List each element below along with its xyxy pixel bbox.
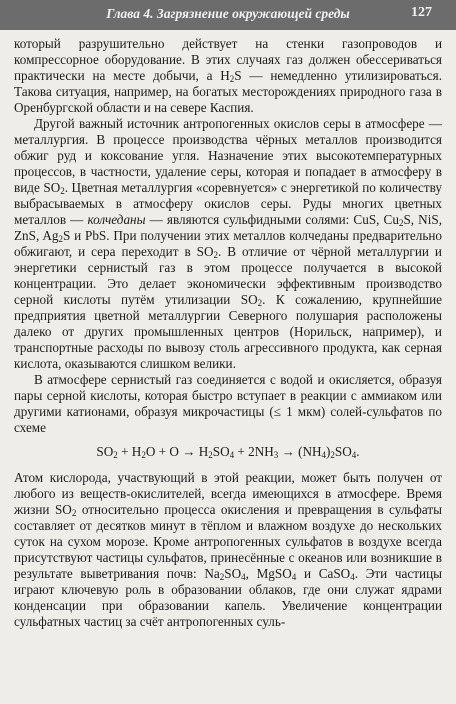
- page-body: [14, 36, 442, 630]
- paragraph-metallurgy: Другой важный источник антропогенных окислов серы в атмосфере — металлургия. В процессе производства чёрных металлов производится обжиг руд и коксование угля. Назначение этих высокотемпературных процессов, в частности, удаление серы, которая и попадает в атмосферу в виде $SO_2$. Цветная металлургия «соревнуется» с энергетикой по количеству выбрасываемых в атмосферу окислов серы. Руды многих цветных металлов — колчеданы — являются сульфидными солями: CuS, $Cu_2S$, NiS, ZnS, $Ag_2S$ и PbS. При получении этих металлов колчеданы предварительно обжигают, и сера переходит в $SO_2$. В отличие от чёрной металлургии и энергетики сернистый газ в этом процессе получается в высокой концентрации. Это делает экономически эффективным производство серной кислоты путём утилизации $SO_2$. К сожалению, крупнейшие предприятия цветной металлургии Северного полушария расположены далеко от других промышленных центров (Норильск, например), и транспортные расходы по вывозу столь агрессивного продукта, как серная кислота, оказываются слишком велики.: [14, 116, 443, 371]
- paragraph-sulfate-particles: Атом кислорода, участвующий в этой реакции, может быть получен от любого из веществ-окислителей, всегда имеющихся в атмосфере. Время жизни $SO_2$ относительно процесса окисления и превращения в сульфаты составляет от десятков минут в тёплом и влажном воздухе до нескольких суток на сухом морозе. Кроме антропогенных сульфатов в воздухе всегда присутствуют частицы сульфатов, принесённые с океанов или возникшие в результате выветривания почв: $Na_2SO_4$, MgSO$_4$ и CaSO$_4$. Эти частицы играют ключевую роль в образовании облаков, где они служат ядрами конденсации при образовании капель. Увеличение концентрации сульфатных частиц за счёт антропогенных суль-: [14, 470, 442, 629]
- running-header: [0, 0, 456, 30]
- paragraph-gas-desulfurization: который разрушительно действует на стенки газопроводов и компрессорное оборудование. В этих случаях газ должен обессериваться практически на месте добычи, а $H_2S$ — немедленно утилизироваться. Такова ситуация, например, на богатых месторождениях природного газа в Оренбургской области и на севере Каспия.: [14, 36, 442, 115]
- chapter-title: Глава 4. Загрязнение окружающей среды: [106, 6, 350, 21]
- page-number: 127: [411, 5, 432, 20]
- paragraph-atmospheric-oxidation: В атмосфере сернистый газ соединяется с водой и окисляется, образуя пары серной кислоты, которая быстро вступает в реакции с аммиаком или другими катионами, образуя микрочастицы (≤ 1 мкм) солей-сульфатов по схеме: [14, 372, 442, 435]
- reaction-equation: $SO_2 + H_2O + O \to H_2SO_4 + 2NH_3 \to (NH_4)_2SO_4$.: [96, 444, 360, 460]
